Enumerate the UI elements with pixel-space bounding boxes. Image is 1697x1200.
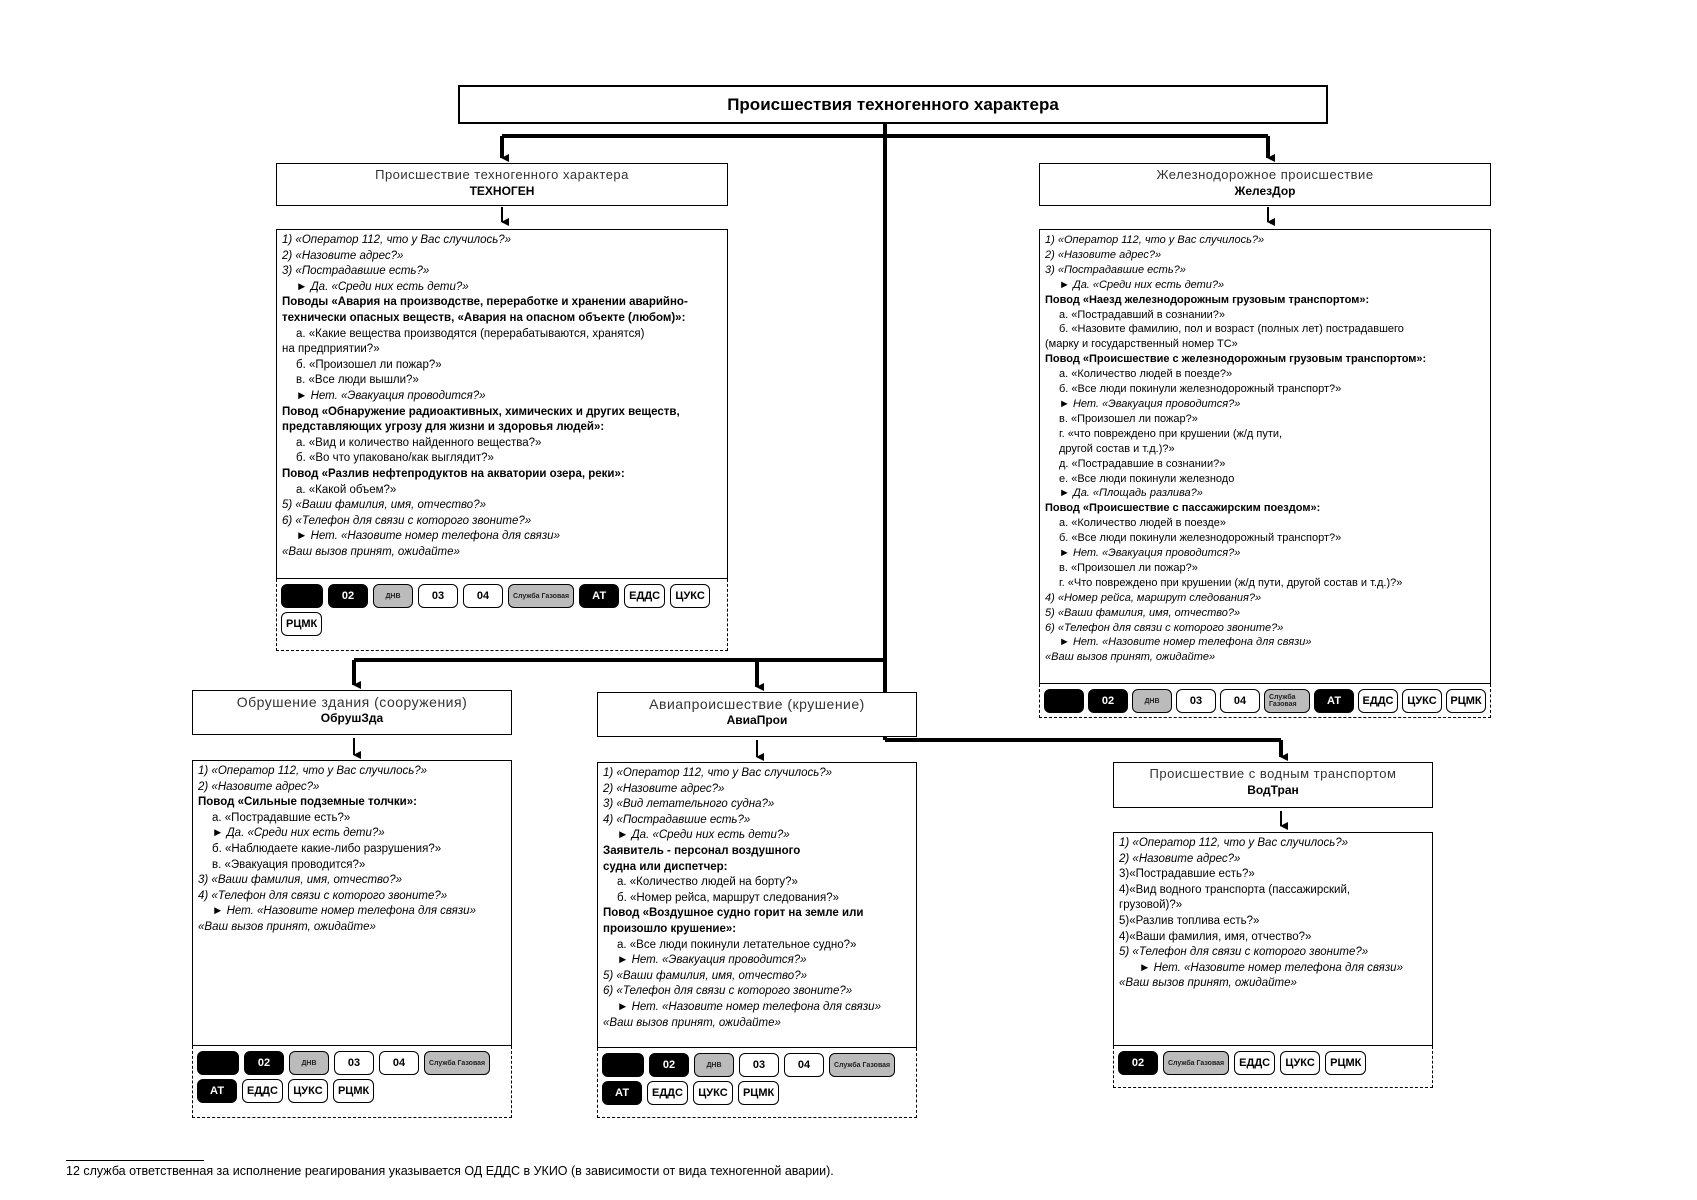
question-line: ► Да. «Площадь разлива?» [1059, 487, 1203, 500]
question-line: в. «Все люди вышли?» [296, 374, 419, 387]
service-chip-02[interactable]: 02 [1118, 1051, 1158, 1075]
service-chip-02[interactable]: 02 [649, 1053, 689, 1077]
service-chip-02[interactable]: 02 [244, 1051, 284, 1075]
question-line: б. «Наблюдаете какие-либо разрушения?» [212, 842, 442, 855]
question-line: 4)«Вид водного транспорта (пассажирский, [1119, 883, 1351, 896]
question-line: 4) «Телефон для связи с которого звоните?» [198, 889, 448, 902]
service-chip-blank[interactable] [197, 1051, 239, 1075]
question-line: б. «Все люди покинули железнодорожный транспорт?» [1059, 532, 1342, 545]
question-line: ► Нет. «Эвакуация проводится?» [296, 389, 486, 402]
obrushzda-header[interactable] [192, 690, 512, 735]
question-line: ► Да. «Среди них есть дети?» [296, 280, 469, 293]
service-chip-служба-газовая[interactable]: Служба Газовая [1163, 1051, 1229, 1075]
service-chip-служба-газовая[interactable]: Служба Газовая [424, 1051, 490, 1075]
service-chip-ат[interactable]: АТ [197, 1079, 237, 1103]
question-line: ► Нет. «Эвакуация проводится?» [1059, 397, 1241, 410]
service-chip-ат[interactable]: АТ [602, 1081, 642, 1105]
zhelezdor-title: Железнодорожное происшествие [1156, 167, 1374, 182]
obrushzda-questions [192, 760, 512, 1046]
service-chip-рцмк[interactable]: РЦМК [738, 1081, 779, 1105]
question-line: 6) «Телефон для связи с которого звоните?» [282, 514, 532, 527]
question-line: Повод «Обнаружение радиоактивных, химических и других веществ, представляющих угрозу для жизни и здоровья людей»: [282, 405, 680, 434]
service-chip-03[interactable]: 03 [334, 1051, 374, 1075]
question-line: а. «Вид и количество найденного вещества?» [296, 436, 542, 449]
question-line: ► Да. «Среди них есть дети?» [1059, 278, 1225, 291]
question-line: Повод «Разлив нефтепродуктов на акватории озера, реки»: [282, 467, 625, 480]
service-chip-03[interactable]: 03 [418, 584, 458, 608]
obrushzda-services [192, 1046, 512, 1118]
zhelezdor-code: ЖелезДор [1234, 184, 1296, 198]
question-line: б. «Во что упаковано/как выглядит?» [296, 452, 494, 465]
question-line: 5) «Телефон для связи с которого звоните?» [1119, 946, 1369, 959]
service-chip-04[interactable]: 04 [463, 584, 503, 608]
question-line: 2) «Назовите адрес?» [1045, 248, 1162, 261]
service-chip-04[interactable]: 04 [784, 1053, 824, 1077]
question-line: ► Да. «Среди них есть дети?» [617, 829, 790, 842]
question-line: 5) «Ваши фамилия, имя, отчество?» [1045, 606, 1241, 619]
question-line: «Ваш вызов принят, ожидайте» [282, 545, 460, 558]
question-line: 4) «Пострадавшие есть?» [603, 813, 751, 826]
question-line: а. «Какой объем?» [296, 483, 397, 496]
question-line: (марку и государственный номер ТС» [1045, 338, 1238, 351]
service-chip-служба-газовая[interactable]: Служба Газовая [829, 1053, 895, 1077]
question-line: ► Нет. «Эвакуация проводится?» [617, 954, 807, 967]
service-chip-рцмк[interactable]: РЦМК [1325, 1051, 1366, 1075]
question-line: 6) «Телефон для связи с которого звоните?» [1045, 621, 1284, 634]
question-line: а. «Пострадавшие есть?» [212, 811, 351, 824]
question-line: б. «Произошел ли пожар?» [296, 358, 442, 371]
question-line: 1) «Оператор 112, что у Вас случилось?» [1045, 234, 1265, 246]
question-line: г. «Что повреждено при крушении (ж/д пути, другой состав и т.д.)?» [1059, 576, 1403, 589]
service-chip-03[interactable]: 03 [1176, 689, 1216, 713]
question-line: ► Нет. «Назовите номер телефона для связи» [1139, 961, 1403, 974]
service-chip-03[interactable]: 03 [739, 1053, 779, 1077]
tekhnogen-header[interactable] [276, 163, 728, 206]
footnote-rule [66, 1160, 204, 1161]
vodtran-header[interactable] [1113, 762, 1433, 808]
service-chip-днв[interactable]: ДНВ [289, 1051, 329, 1075]
question-line: ► Да. «Среди них есть дети?» [212, 827, 385, 840]
question-line: ► Нет. «Назовите номер телефона для связи» [1059, 636, 1312, 649]
service-chip-днв[interactable]: ДНВ [1132, 689, 1172, 713]
question-line: «Ваш вызов принят, ожидайте» [198, 920, 376, 933]
root-title: Происшествия техногенного характера [458, 85, 1328, 124]
question-line: а. «Количество людей в поезде» [1059, 517, 1226, 530]
question-line: а. «Количество людей на борту?» [617, 876, 798, 889]
question-line: г. «что повреждено при крушении (ж/д пути, [1059, 427, 1283, 440]
question-line: 2) «Назовите адрес?» [1119, 852, 1241, 865]
question-line: 3) «Ваши фамилия, имя, отчество?» [198, 874, 402, 887]
service-chip-04[interactable]: 04 [379, 1051, 419, 1075]
question-line: Повод «Наезд железнодорожным грузовым транспортом»: [1045, 293, 1370, 306]
service-chip-цукс[interactable]: ЦУКС [288, 1079, 328, 1103]
question-line: 6) «Телефон для связи с которого звоните?» [603, 985, 853, 998]
service-chip-рцмк[interactable]: РЦМК [281, 612, 322, 636]
vodtran-services [1113, 1046, 1433, 1088]
service-chip-цукс[interactable]: ЦУКС [670, 584, 710, 608]
question-line: 5)«Разлив топлива есть?» [1119, 914, 1260, 927]
question-line: в. «Произошел ли пожар?» [1059, 561, 1198, 574]
service-chip-ат[interactable]: АТ [1314, 689, 1354, 713]
service-chip-днв[interactable]: ДНВ [694, 1053, 734, 1077]
question-line: 2) «Назовите адрес?» [198, 780, 320, 793]
service-chip-еддс[interactable]: ЕДДС [624, 584, 665, 608]
question-line: 3) «Вид летательного судна?» [603, 798, 775, 811]
tekhnogen-title: Происшествие техногенного характера [375, 167, 629, 182]
question-line: 1) «Оператор 112, что у Вас случилось?» [1119, 837, 1349, 849]
question-line: 1) «Оператор 112, что у Вас случилось?» [282, 234, 512, 246]
question-line: 1) «Оператор 112, что у Вас случилось?» [603, 767, 833, 779]
question-line: 2) «Назовите адрес?» [282, 249, 404, 262]
question-line: на предприятии?» [282, 343, 380, 356]
question-line: б. «Все люди покинули железнодорожный транспорт?» [1059, 383, 1342, 396]
question-line: ► Нет. «Назовите номер телефона для связи» [617, 1000, 881, 1013]
service-chip-еддс[interactable]: ЕДДС [1358, 689, 1398, 713]
vodtran-title: Происшествие с водным транспортом [1149, 766, 1397, 781]
service-chip-еддс[interactable]: ЕДДС [1234, 1051, 1275, 1075]
aviapro-title: Авиапроисшествие (крушение) [649, 696, 865, 712]
question-line: «Ваш вызов принят, ожидайте» [1119, 977, 1297, 990]
question-line: ► Нет. «Назовите номер телефона для связи» [296, 530, 560, 543]
zhelezdor-questions [1039, 229, 1491, 684]
question-line: 5) «Ваши фамилия, имя, отчество?» [603, 969, 807, 982]
service-chip-ат[interactable]: АТ [579, 584, 619, 608]
question-line: судна или диспетчер: [603, 860, 728, 873]
question-line: в. «Произошел ли пожар?» [1059, 412, 1198, 425]
question-line: 3) «Пострадавшие есть?» [1045, 263, 1186, 276]
service-chip-цукс[interactable]: ЦУКС [1402, 689, 1442, 713]
question-line: 5) «Ваши фамилия, имя, отчество?» [282, 499, 486, 512]
zhelezdor-header[interactable] [1039, 163, 1491, 206]
service-chip-02[interactable]: 02 [1088, 689, 1128, 713]
obrushzda-title: Обрушение здания (сооружения) [236, 694, 468, 710]
question-line: Повод «Происшествие с пассажирским поездом»: [1045, 502, 1321, 515]
service-chip-служба-газовая[interactable]: Служба Газовая [508, 584, 574, 608]
question-line: грузовой)?» [1119, 899, 1183, 912]
tekhnogen-code: ТЕХНОГЕН [469, 184, 535, 198]
question-line: ► Нет. «Эвакуация проводится?» [1059, 547, 1241, 560]
question-line: в. «Эвакуация проводится?» [212, 858, 366, 871]
question-line: Заявитель - персонал воздушного [603, 844, 801, 857]
zhelezdor-services [1039, 684, 1491, 718]
vodtran-code: ВодТран [1247, 783, 1299, 797]
service-chip-еддс[interactable]: ЕДДС [242, 1079, 283, 1103]
footnote: 12 служба ответственная за исполнение реагирования указывается ОД ЕДДС в УКИО (в зависимости от вида техногенной аварии). [66, 1164, 834, 1178]
question-line: а. «Какие вещества производятся (перерабатываются, хранятся) [296, 327, 645, 340]
question-line: Поводы «Авария на производстве, переработке и хранении аварийно-технически опасных веществ, «Авария на опасном объекте (любом)»: [282, 296, 688, 324]
question-line: д. «Пострадавшие в сознании?» [1059, 457, 1226, 470]
question-line: 3) «Пострадавшие есть?» [282, 265, 430, 278]
question-line: другой состав и т.д.)?» [1059, 442, 1175, 455]
service-chip-цукс[interactable]: ЦУКС [1280, 1051, 1320, 1075]
question-line: 1) «Оператор 112, что у Вас случилось?» [198, 765, 428, 777]
service-chip-служба-газовая[interactable]: Служба Газовая [1264, 689, 1310, 713]
question-line: Повод «Происшествие с железнодорожным грузовым транспортом»: [1045, 353, 1427, 366]
aviapro-code: АвиаПрои [726, 713, 788, 727]
service-chip-рцмк[interactable]: РЦМК [1446, 689, 1486, 713]
aviapro-questions [597, 762, 917, 1048]
question-line: 2) «Назовите адрес?» [603, 782, 725, 795]
question-line: 3)«Пострадавшие есть?» [1119, 868, 1255, 881]
vodtran-questions [1113, 832, 1433, 1046]
service-chip-цукс[interactable]: ЦУКС [693, 1081, 733, 1105]
question-line: а. «Пострадавший в сознании?» [1059, 308, 1226, 321]
service-chip-еддс[interactable]: ЕДДС [647, 1081, 688, 1105]
service-chip-рцмк[interactable]: РЦМК [333, 1079, 374, 1103]
aviapro-services [597, 1048, 917, 1118]
tekhnogen-services [276, 579, 728, 651]
question-line: 4) «Номер рейса, маршрут следования?» [1045, 591, 1262, 604]
service-chip-02[interactable]: 02 [328, 584, 368, 608]
question-line: ► Нет. «Назовите номер телефона для связи» [212, 905, 476, 918]
obrushzda-code: ОбрушЗда [320, 711, 384, 725]
tekhnogen-questions [276, 229, 728, 579]
service-chip-blank[interactable] [602, 1053, 644, 1077]
question-line: 4)«Ваши фамилия, имя, отчество?» [1119, 930, 1312, 943]
question-line: Повод «Воздушное судно горит на земле или произошло крушение»: [603, 907, 864, 935]
question-line: б. «Номер рейса, маршрут следования?» [617, 891, 839, 904]
question-line: «Ваш вызов принят, ожидайте» [1045, 651, 1216, 664]
service-chip-04[interactable]: 04 [1220, 689, 1260, 713]
question-line: е. «Все люди покинули железнодо [1059, 472, 1235, 485]
question-line: Повод «Сильные подземные толчки»: [198, 796, 417, 809]
aviapro-header[interactable] [597, 692, 917, 737]
question-line: а. «Количество людей в поезде?» [1059, 368, 1233, 381]
service-chip-blank[interactable] [281, 584, 323, 608]
question-line: б. «Назовите фамилию, пол и возраст (полных лет) пострадавшего [1059, 323, 1404, 336]
service-chip-blank[interactable] [1044, 689, 1084, 713]
service-chip-днв[interactable]: ДНВ [373, 584, 413, 608]
question-line: а. «Все люди покинули летательное судно?» [617, 938, 857, 951]
question-line: «Ваш вызов принят, ожидайте» [603, 1016, 781, 1029]
